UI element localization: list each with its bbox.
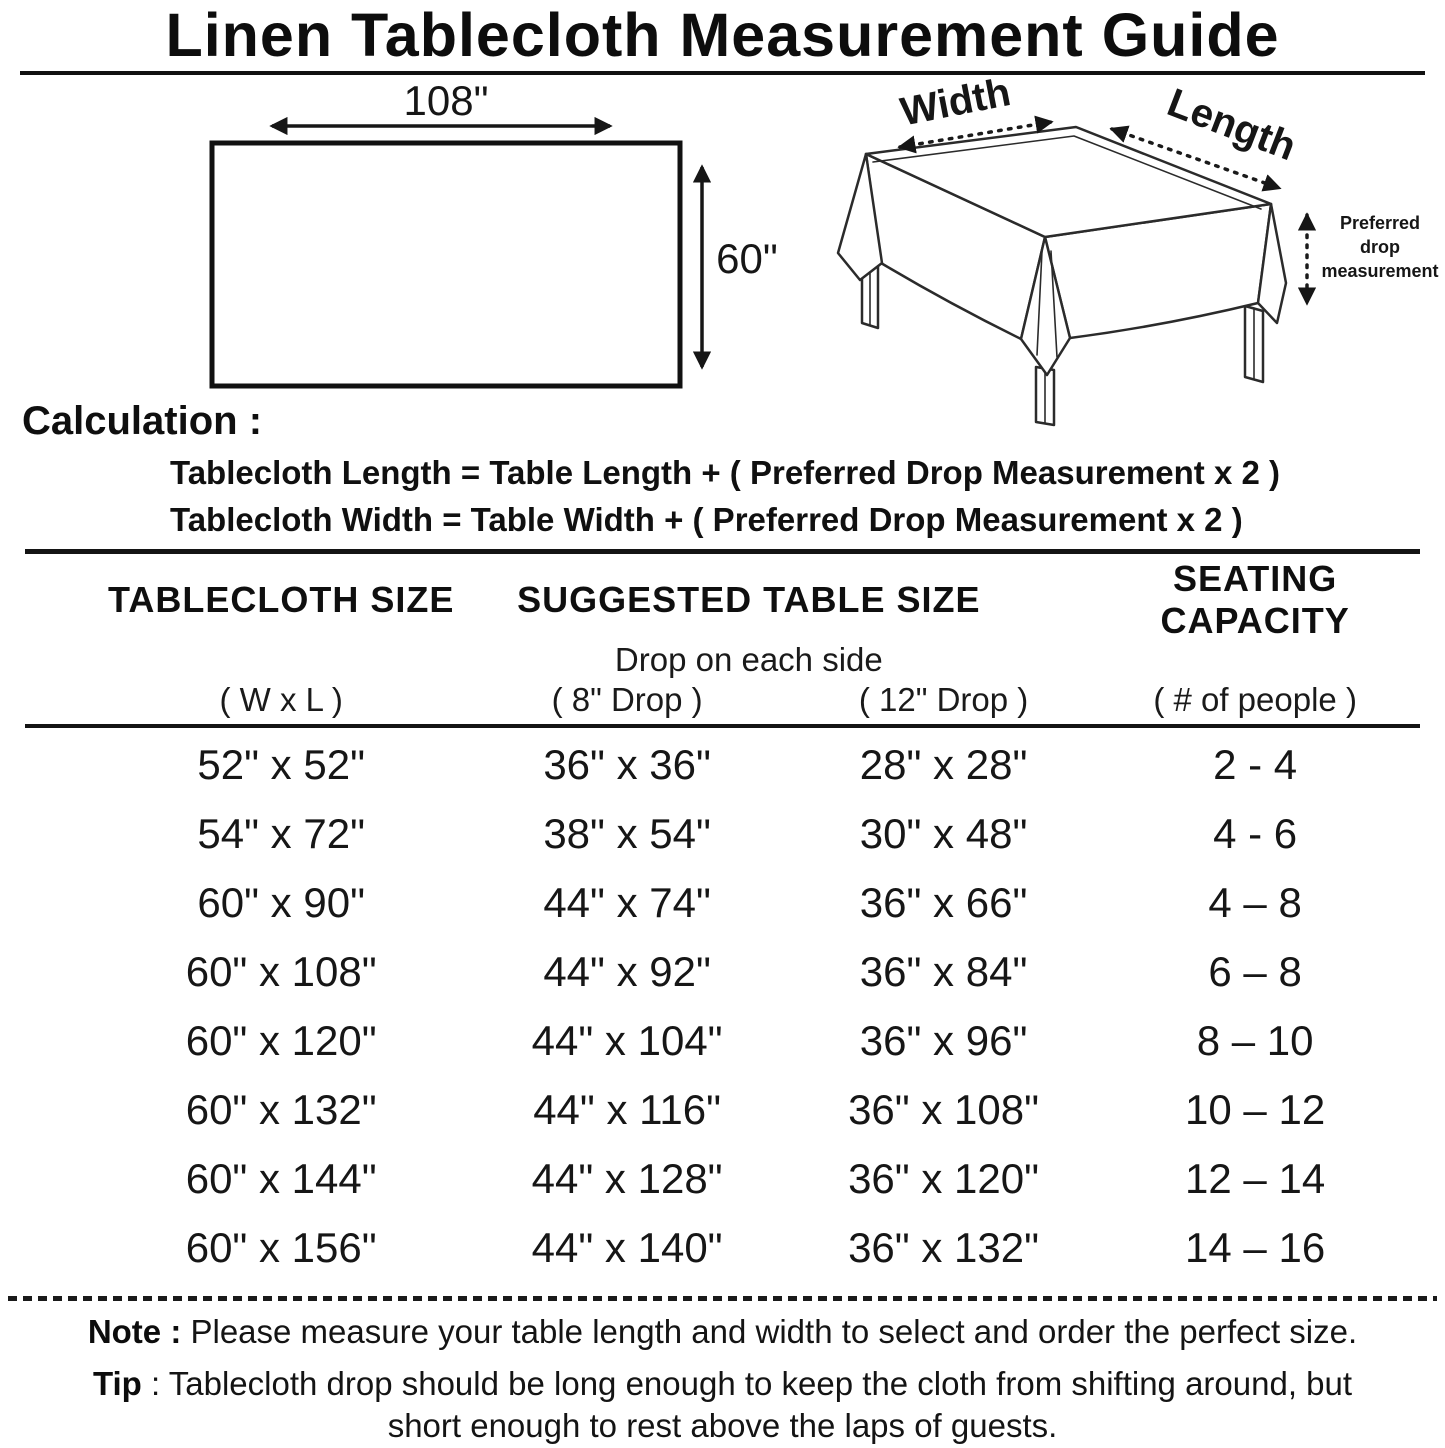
page-title: Linen Tablecloth Measurement Guide (165, 1, 1280, 69)
cell-tablecloth-size: 52" x 52" (197, 741, 365, 788)
cell-12-drop: 36" x 120" (848, 1155, 1040, 1202)
width-axis-label: Width (896, 70, 1015, 135)
cell-8-drop: 44" x 74" (543, 879, 711, 926)
footer-dashed-divider (8, 1296, 1437, 1301)
subheader-12-drop: ( 12" Drop ) (858, 681, 1029, 718)
calculation-heading: Calculation : (22, 399, 263, 443)
formula-length: Tablecloth Length = Table Length + ( Preferred Drop Measurement x 2 ) (170, 454, 1280, 491)
header-divider (25, 724, 1420, 728)
header-tablecloth-size: TABLECLOTH SIZE (108, 579, 455, 620)
cell-tablecloth-size: 60" x 90" (197, 879, 365, 926)
drop-label-line: drop (1360, 237, 1400, 257)
header-seating-capacity: SEATING CAPACITY (1160, 558, 1350, 641)
tip-first-line (0, 1364, 1445, 1404)
tip-body-line2: short enough to rest above the laps of guests. (387, 1407, 1058, 1444)
height-dimension-label: 60" (716, 235, 778, 282)
cell-seating: 8 – 10 (1196, 1017, 1314, 1064)
size-table-header (0, 558, 1445, 724)
cell-seating: 14 – 16 (1185, 1224, 1326, 1271)
subheader-wxl: ( W x L ) (219, 681, 343, 718)
table-top-divider (25, 549, 1420, 554)
note-body: Please measure your table length and width to select and order the perfect size. (181, 1313, 1358, 1350)
diagram-section (0, 70, 1445, 403)
cell-12-drop: 30" x 48" (859, 810, 1028, 857)
draped-table-diagram (818, 70, 1445, 447)
cell-tablecloth-size: 60" x 156" (185, 1224, 377, 1271)
cell-8-drop: 44" x 104" (531, 1017, 723, 1064)
title-divider (20, 71, 1425, 75)
cell-8-drop: 44" x 116" (533, 1086, 722, 1133)
cell-seating: 4 – 8 (1208, 879, 1302, 926)
cell-8-drop: 38" x 54" (543, 810, 711, 857)
cell-8-drop: 36" x 36" (543, 741, 711, 788)
note-label: Note : (87, 1313, 182, 1350)
cell-tablecloth-size: 60" x 132" (185, 1086, 377, 1133)
note-text (0, 1312, 1445, 1352)
cell-12-drop: 36" x 66" (859, 879, 1028, 926)
cell-seating: 4 - 6 (1213, 810, 1298, 857)
tablecloth-rectangle (212, 143, 680, 386)
cell-tablecloth-size: 54" x 72" (197, 810, 365, 857)
cell-tablecloth-size: 60" x 144" (185, 1155, 377, 1202)
length-axis-label: Length (1161, 80, 1302, 170)
drop-measurement-label (1321, 213, 1438, 281)
flat-tablecloth-diagram (140, 77, 830, 403)
tip-body-line1: : Tablecloth drop should be long enough to keep the cloth from shifting around, but (141, 1365, 1353, 1402)
cell-tablecloth-size: 60" x 120" (185, 1017, 377, 1064)
cell-seating: 12 – 14 (1185, 1155, 1326, 1202)
cell-12-drop: 36" x 132" (848, 1224, 1040, 1271)
cell-12-drop: 28" x 28" (859, 741, 1028, 788)
table-sketch (838, 127, 1286, 425)
cell-8-drop: 44" x 92" (543, 948, 711, 995)
measurement-guide-page (0, 1, 1445, 1444)
cell-tablecloth-size: 60" x 108" (185, 948, 377, 995)
cell-seating: 10 – 12 (1185, 1086, 1326, 1133)
subheader-8-drop: ( 8" Drop ) (551, 681, 703, 718)
header-drop-on-each-side: Drop on each side (614, 641, 883, 678)
formula-width: Tablecloth Width = Table Width + ( Preferred Drop Measurement x 2 ) (170, 501, 1243, 538)
subheader-num-people: ( # of people ) (1153, 681, 1357, 718)
cell-seating: 2 - 4 (1213, 741, 1298, 788)
calculation-formulas (170, 449, 1445, 543)
cell-8-drop: 44" x 128" (531, 1155, 723, 1202)
drop-label-line: Preferred (1339, 213, 1421, 233)
cell-12-drop: 36" x 84" (859, 948, 1028, 995)
tip-text (0, 1364, 1445, 1448)
cell-8-drop: 44" x 140" (531, 1224, 723, 1271)
tip-label: Tip (92, 1365, 142, 1402)
drop-label-line: measurement (1321, 261, 1439, 281)
cell-12-drop: 36" x 108" (848, 1086, 1040, 1133)
width-dimension-label: 108" (403, 77, 489, 124)
size-table-body (0, 730, 1445, 1282)
header-suggested-table-size: SUGGESTED TABLE SIZE (517, 579, 981, 620)
cell-seating: 6 – 8 (1208, 948, 1302, 995)
cell-12-drop: 36" x 96" (859, 1017, 1028, 1064)
